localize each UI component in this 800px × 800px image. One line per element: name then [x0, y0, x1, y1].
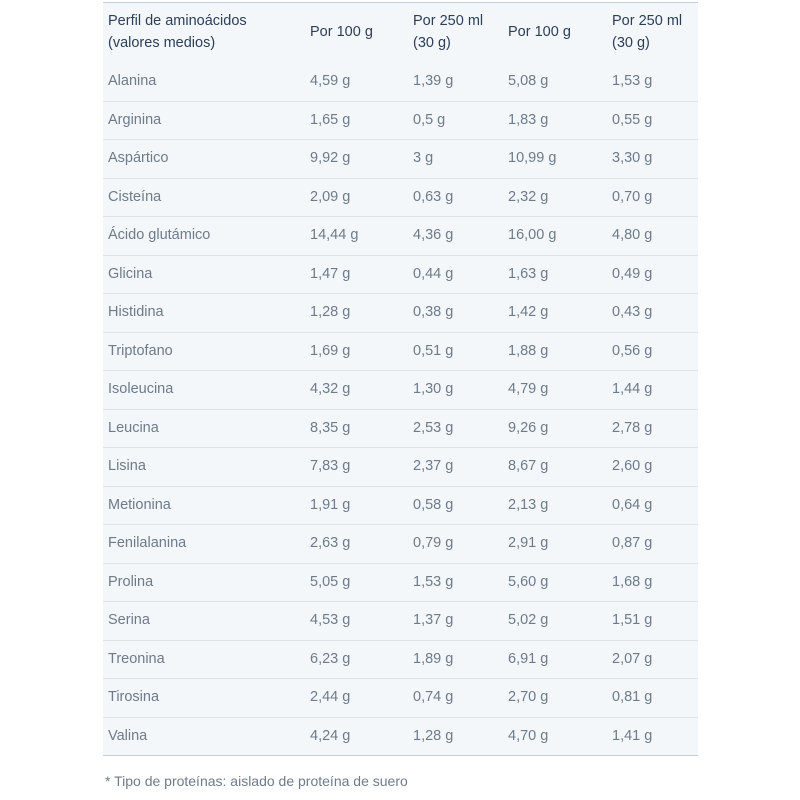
value-per-250ml-a: 1,89 g — [413, 650, 454, 667]
table-row — [103, 216, 698, 255]
value-per-100g-b: 10,99 g — [508, 150, 557, 167]
amino-acid-name: Ácido glutámico — [108, 227, 211, 244]
header-per-250ml-a: Por 250 ml (30 g) — [413, 13, 484, 51]
value-per-100g-a: 1,65 g — [310, 111, 351, 128]
table-row — [103, 370, 698, 409]
value-per-100g-b: 6,91 g — [508, 650, 549, 667]
value-per-100g-b: 1,88 g — [508, 342, 549, 359]
value-per-100g-a: 14,44 g — [310, 227, 359, 244]
amino-acid-table — [103, 2, 698, 756]
value-per-100g-b: 2,13 g — [508, 496, 549, 513]
value-per-250ml-b: 1,44 g — [612, 381, 653, 398]
table-row — [103, 717, 698, 756]
table-row — [103, 332, 698, 371]
value-per-100g-b: 1,42 g — [508, 304, 549, 321]
value-per-100g-b: 16,00 g — [508, 227, 557, 244]
value-per-100g-b: 2,91 g — [508, 535, 549, 552]
amino-acid-name: Histidina — [108, 304, 164, 321]
table-row — [103, 563, 698, 602]
table-row — [103, 409, 698, 448]
value-per-100g-b: 2,70 g — [508, 689, 549, 706]
table-row — [103, 255, 698, 294]
table-body — [103, 62, 698, 755]
amino-acid-name: Isoleucina — [108, 381, 174, 398]
table-row — [103, 101, 698, 140]
value-per-100g-a: 4,24 g — [310, 727, 351, 744]
value-per-250ml-a: 3 g — [413, 150, 434, 167]
value-per-100g-b: 8,67 g — [508, 458, 549, 475]
value-per-100g-b: 1,83 g — [508, 111, 549, 128]
value-per-100g-a: 1,28 g — [310, 304, 351, 321]
value-per-100g-b: 5,08 g — [508, 72, 549, 89]
value-per-250ml-a: 1,30 g — [413, 381, 454, 398]
value-per-100g-a: 4,32 g — [310, 381, 351, 398]
table-row — [103, 293, 698, 332]
value-per-100g-a: 2,09 g — [310, 188, 351, 205]
amino-acid-name: Leucina — [108, 419, 159, 436]
table-row — [103, 447, 698, 486]
value-per-250ml-a: 0,51 g — [413, 342, 454, 359]
value-per-250ml-b: 0,81 g — [612, 689, 653, 706]
value-per-100g-a: 5,05 g — [310, 573, 351, 590]
amino-acid-name: Treonina — [108, 650, 165, 667]
table-row — [103, 486, 698, 525]
table-row — [103, 62, 698, 101]
table-row — [103, 524, 698, 563]
value-per-250ml-a: 0,74 g — [413, 689, 454, 706]
value-per-100g-b: 4,70 g — [508, 727, 549, 744]
table-row — [103, 601, 698, 640]
amino-acid-name: Glicina — [108, 265, 153, 282]
value-per-100g-a: 1,91 g — [310, 496, 351, 513]
amino-acid-name: Triptofano — [108, 342, 173, 359]
header-per-250ml-b: Por 250 ml (30 g) — [612, 13, 683, 51]
value-per-250ml-b: 2,78 g — [612, 419, 653, 436]
value-per-250ml-b: 0,43 g — [612, 304, 653, 321]
amino-acid-name: Fenilalanina — [108, 535, 187, 552]
value-per-100g-b: 2,32 g — [508, 188, 549, 205]
value-per-100g-a: 7,83 g — [310, 458, 351, 475]
value-per-250ml-a: 2,53 g — [413, 419, 454, 436]
table-row — [103, 678, 698, 717]
value-per-250ml-b: 0,87 g — [612, 535, 653, 552]
header-per-100g-b: Por 100 g — [508, 23, 571, 40]
value-per-250ml-b: 1,51 g — [612, 612, 653, 629]
amino-acid-name: Aspártico — [108, 150, 169, 167]
value-per-250ml-b: 0,49 g — [612, 265, 653, 282]
value-per-250ml-a: 1,53 g — [413, 573, 454, 590]
table-row — [103, 139, 698, 178]
value-per-250ml-b: 2,07 g — [612, 650, 653, 667]
value-per-250ml-b: 0,70 g — [612, 188, 653, 205]
table-row — [103, 640, 698, 679]
amino-acid-name: Arginina — [108, 111, 162, 128]
protein-type-footnote: * Tipo de proteínas: aislado de proteína de suero — [105, 773, 408, 789]
value-per-100g-b: 5,60 g — [508, 573, 549, 590]
value-per-100g-a: 1,47 g — [310, 265, 351, 282]
amino-acid-name: Tirosina — [108, 689, 160, 706]
value-per-100g-b: 5,02 g — [508, 612, 549, 629]
value-per-100g-b: 4,79 g — [508, 381, 549, 398]
header-amino-profile: Perfil de aminoácidos (valores medios) — [108, 13, 247, 51]
value-per-250ml-b: 1,68 g — [612, 573, 653, 590]
value-per-250ml-a: 4,36 g — [413, 227, 454, 244]
amino-acid-name: Prolina — [108, 573, 154, 590]
value-per-100g-a: 4,53 g — [310, 612, 351, 629]
value-per-250ml-b: 1,53 g — [612, 72, 653, 89]
value-per-250ml-b: 0,64 g — [612, 496, 653, 513]
value-per-250ml-a: 0,38 g — [413, 304, 454, 321]
table-header-row — [103, 3, 698, 62]
value-per-100g-b: 1,63 g — [508, 265, 549, 282]
value-per-100g-a: 6,23 g — [310, 650, 351, 667]
value-per-100g-a: 9,92 g — [310, 150, 351, 167]
amino-acid-name: Metionina — [108, 496, 171, 513]
value-per-100g-a: 8,35 g — [310, 419, 351, 436]
value-per-100g-a: 2,63 g — [310, 535, 351, 552]
value-per-100g-a: 1,69 g — [310, 342, 351, 359]
value-per-250ml-b: 3,30 g — [612, 150, 653, 167]
value-per-250ml-a: 0,79 g — [413, 535, 454, 552]
value-per-100g-a: 2,44 g — [310, 689, 351, 706]
header-per-100g-a: Por 100 g — [310, 23, 373, 40]
value-per-250ml-b: 0,55 g — [612, 111, 653, 128]
value-per-250ml-b: 2,60 g — [612, 458, 653, 475]
amino-acid-name: Serina — [108, 612, 150, 629]
value-per-250ml-a: 0,58 g — [413, 496, 454, 513]
value-per-250ml-a: 1,39 g — [413, 72, 454, 89]
value-per-250ml-a: 2,37 g — [413, 458, 454, 475]
value-per-250ml-a: 0,44 g — [413, 265, 454, 282]
amino-acid-name: Cisteína — [108, 188, 162, 205]
value-per-250ml-b: 4,80 g — [612, 227, 653, 244]
amino-acid-name: Lisina — [108, 458, 146, 475]
amino-acid-name: Alanina — [108, 72, 157, 89]
amino-acid-name: Valina — [108, 727, 148, 744]
value-per-250ml-b: 0,56 g — [612, 342, 653, 359]
value-per-250ml-a: 1,28 g — [413, 727, 454, 744]
value-per-250ml-a: 0,5 g — [413, 111, 446, 128]
value-per-250ml-a: 1,37 g — [413, 612, 454, 629]
value-per-250ml-b: 1,41 g — [612, 727, 653, 744]
value-per-100g-b: 9,26 g — [508, 419, 549, 436]
table-row — [103, 178, 698, 217]
value-per-250ml-a: 0,63 g — [413, 188, 454, 205]
value-per-100g-a: 4,59 g — [310, 72, 351, 89]
